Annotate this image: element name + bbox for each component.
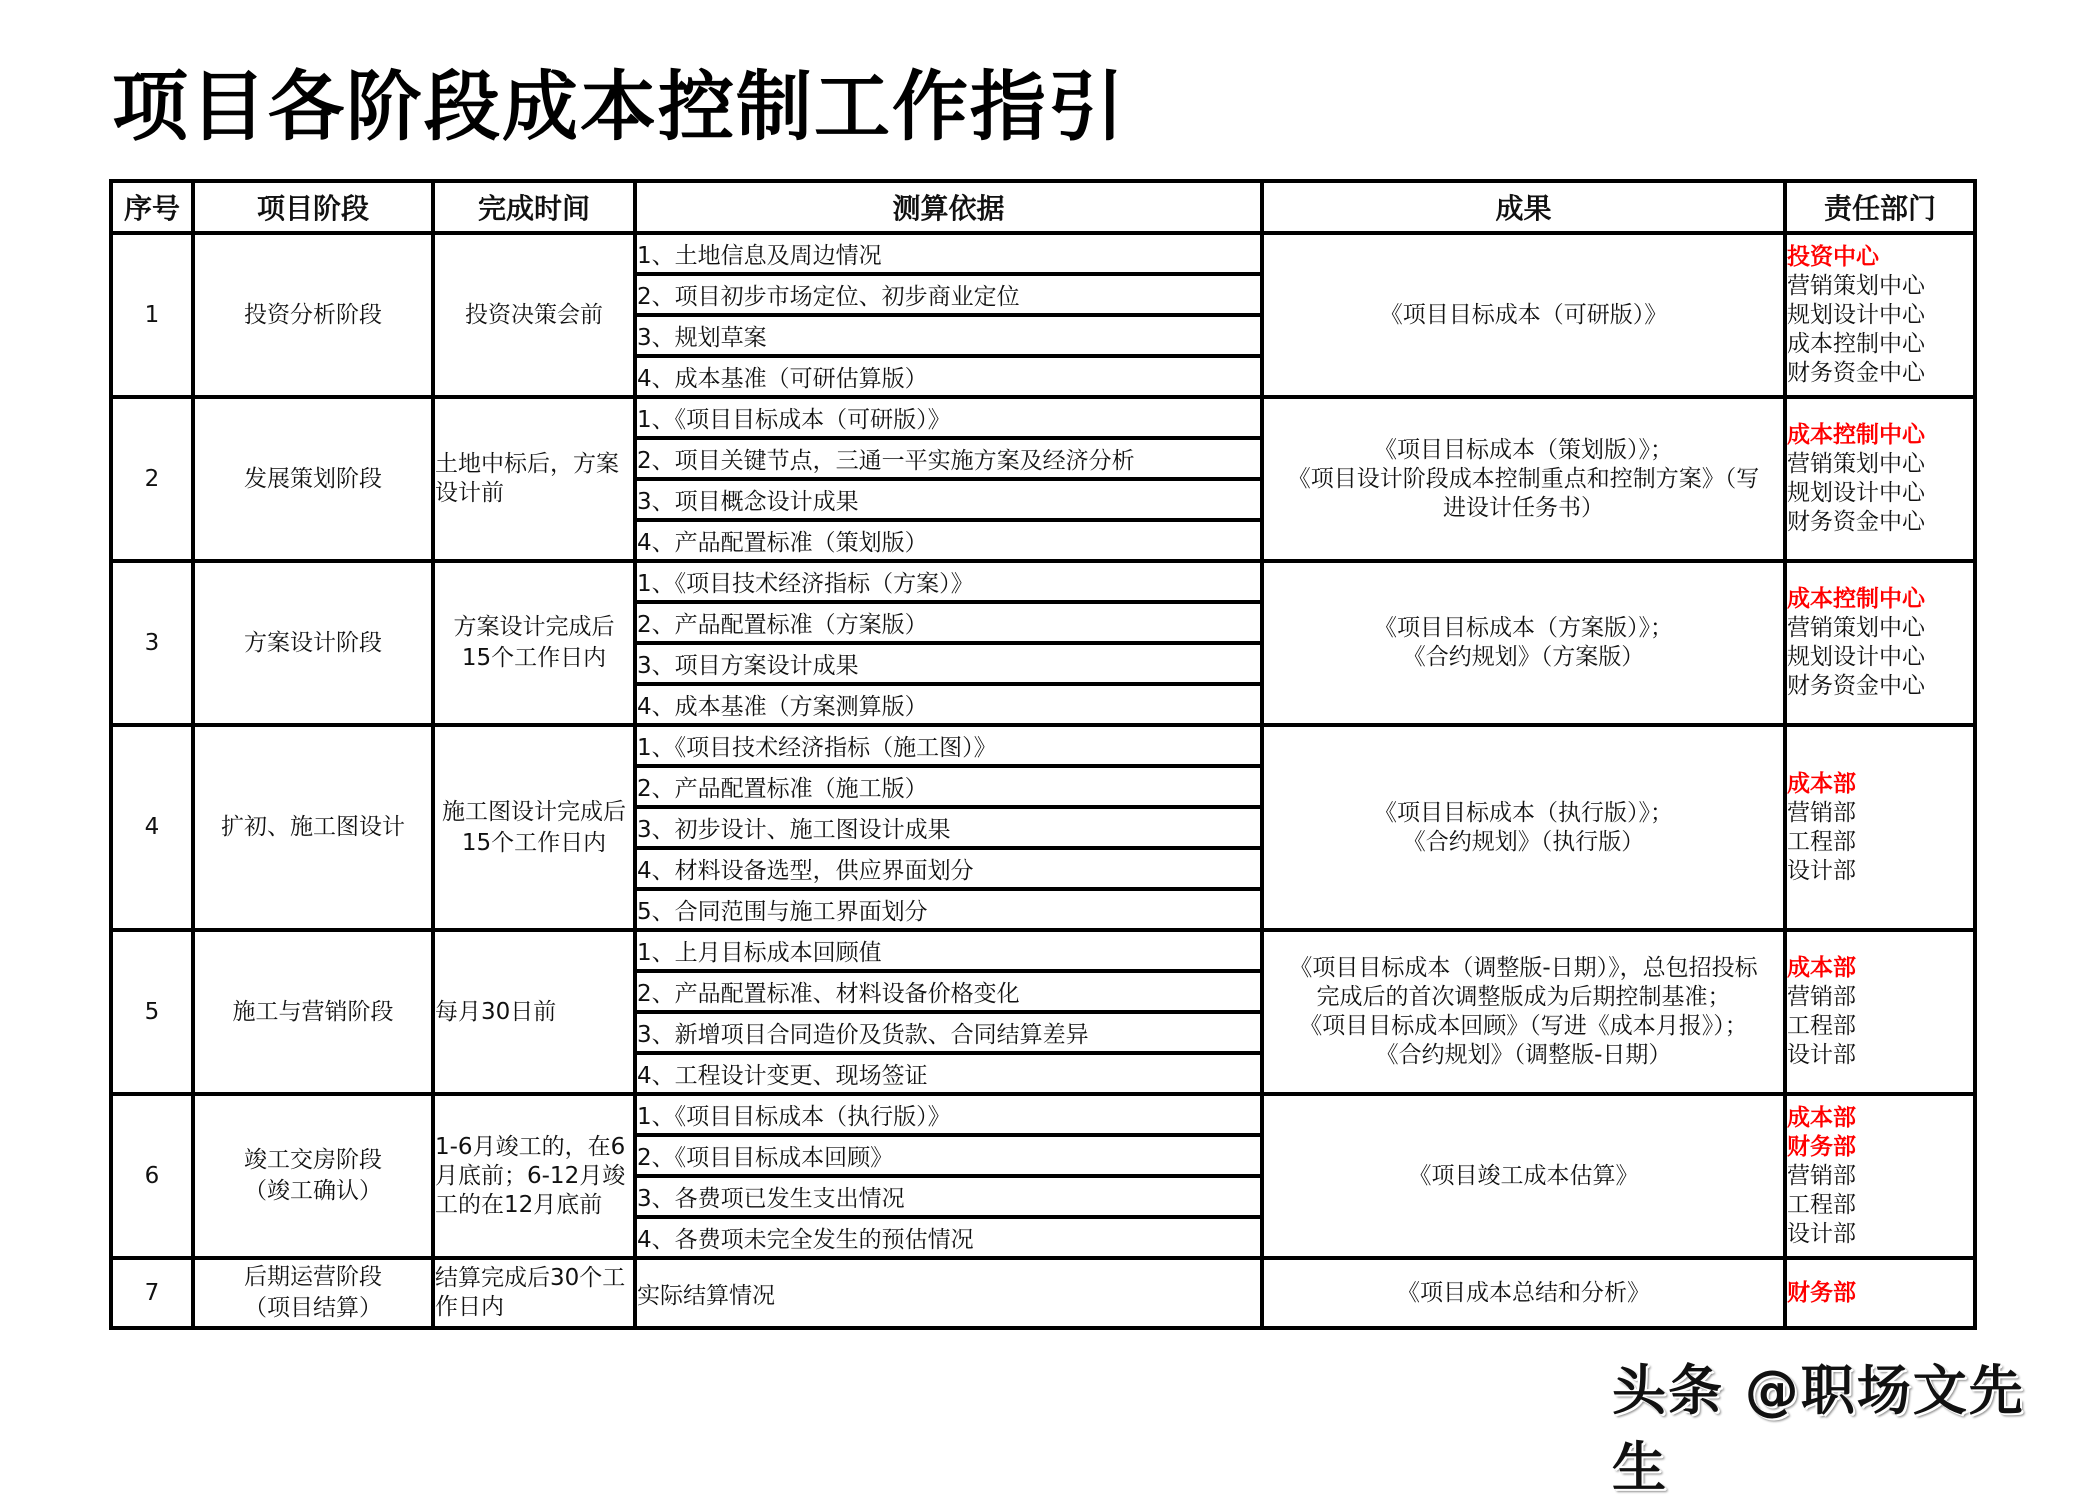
result-line: 《项目目标成本回顾》（写进《成本月报》）； bbox=[1299, 1013, 1748, 1039]
dept: 设计部 bbox=[1787, 857, 1856, 884]
cell-result bbox=[1262, 725, 1785, 930]
cell-no: 2 bbox=[111, 397, 193, 561]
header-dept: 责任部门 bbox=[1785, 181, 1975, 233]
cell-basis-item: 4、产品配置标准（策划版） bbox=[635, 520, 1262, 561]
dept: 营销策划中心 bbox=[1787, 272, 1925, 299]
lead-dept: 成本控制中心 bbox=[1787, 586, 1925, 612]
cell-basis-item: 1、《项目技术经济指标（施工图）》 bbox=[635, 725, 1262, 766]
lead-dept: 成本部 bbox=[1787, 1104, 1856, 1131]
dept: 规划设计中心 bbox=[1787, 480, 1925, 506]
dept: 成本控制中心 bbox=[1787, 330, 1925, 357]
cell-result bbox=[1262, 930, 1785, 1094]
cell-time: 投资决策会前 bbox=[433, 233, 635, 397]
lead-dept: 成本部 bbox=[1787, 770, 1856, 797]
cell-time bbox=[433, 397, 635, 561]
dept: 工程部 bbox=[1787, 1013, 1856, 1039]
cell-basis-item: 1、《项目目标成本（执行版）》 bbox=[635, 1094, 1262, 1135]
cell-basis-item: 3、新增项目合同造价及货款、合同结算差异 bbox=[635, 1012, 1262, 1053]
dept: 财务资金中心 bbox=[1787, 509, 1925, 535]
lead-dept: 成本部 bbox=[1787, 955, 1856, 981]
cell-no: 4 bbox=[111, 725, 193, 930]
dept: 营销部 bbox=[1787, 799, 1856, 826]
lead-dept: 财务部 bbox=[1787, 1133, 1856, 1160]
stage-line: （竣工确认） bbox=[244, 1178, 382, 1204]
cell-basis-item: 1、《项目技术经济指标（方案）》 bbox=[635, 561, 1262, 602]
cell-basis-item: 3、各费项已发生支出情况 bbox=[635, 1176, 1262, 1217]
cell-basis-item: 3、项目概念设计成果 bbox=[635, 479, 1262, 520]
cell-stage bbox=[193, 1094, 433, 1258]
time-line: 1-6月竣工的，在6 bbox=[435, 1133, 626, 1160]
time-line: 方案设计完成后 bbox=[453, 614, 615, 640]
cell-dept bbox=[1785, 1094, 1975, 1258]
cell-basis-item: 2、产品配置标准（施工版） bbox=[635, 766, 1262, 807]
time-line: 设计前 bbox=[435, 480, 504, 506]
cell-no: 5 bbox=[111, 930, 193, 1094]
cell-basis-item: 3、规划草案 bbox=[635, 315, 1262, 356]
table-row bbox=[111, 397, 1975, 438]
result-line: 进设计任务书） bbox=[1443, 494, 1604, 521]
time-line: 结算完成后30个工 bbox=[435, 1265, 626, 1291]
dept: 财务资金中心 bbox=[1787, 673, 1925, 699]
cell-stage: 方案设计阶段 bbox=[193, 561, 433, 725]
cell-time bbox=[433, 725, 635, 930]
table-row bbox=[111, 725, 1975, 766]
table-row bbox=[111, 561, 1975, 602]
time-line: 15个工作日内 bbox=[461, 645, 607, 671]
time-line: 15个工作日内 bbox=[461, 829, 607, 856]
result-line: 《项目目标成本（调整版-日期）》，总包招投标 bbox=[1289, 955, 1758, 981]
cell-result: 《项目竣工成本估算》 bbox=[1262, 1094, 1785, 1258]
stage-line: 竣工交房阶段 bbox=[244, 1147, 382, 1173]
cell-basis-item: 1、上月目标成本回顾值 bbox=[635, 930, 1262, 971]
header-time: 完成时间 bbox=[433, 181, 635, 233]
cell-result bbox=[1262, 561, 1785, 725]
cell-stage bbox=[193, 1258, 433, 1328]
cell-basis-item: 3、初步设计、施工图设计成果 bbox=[635, 807, 1262, 848]
cell-stage: 扩初、施工图设计 bbox=[193, 725, 433, 930]
cell-basis-item: 4、材料设备选型，供应界面划分 bbox=[635, 848, 1262, 889]
result-line: 《合约规划》（调整版-日期） bbox=[1375, 1042, 1672, 1068]
stage-line: 后期运营阶段 bbox=[244, 1264, 382, 1290]
cell-no: 1 bbox=[111, 233, 193, 397]
cell-no: 7 bbox=[111, 1258, 193, 1328]
cell-no: 3 bbox=[111, 561, 193, 725]
cell-time bbox=[433, 1258, 635, 1328]
cell-basis-item: 1、《项目目标成本（可研版）》 bbox=[635, 397, 1262, 438]
header-stage: 项目阶段 bbox=[193, 181, 433, 233]
cell-basis-item: 2、产品配置标准（方案版） bbox=[635, 602, 1262, 643]
result-line: 完成后的首次调整版成为后期控制基准； bbox=[1316, 984, 1731, 1010]
page-title: 项目各阶段成本控制工作指引 bbox=[112, 62, 1126, 151]
cell-stage: 发展策划阶段 bbox=[193, 397, 433, 561]
cell-basis-item: 3、项目方案设计成果 bbox=[635, 643, 1262, 684]
dept: 营销部 bbox=[1787, 984, 1856, 1010]
cell-basis-item: 4、工程设计变更、现场签证 bbox=[635, 1053, 1262, 1094]
cell-result: 《项目目标成本（可研版）》 bbox=[1262, 233, 1785, 397]
cell-dept bbox=[1785, 561, 1975, 725]
header-no: 序号 bbox=[111, 181, 193, 233]
cell-time: 每月30日前 bbox=[433, 930, 635, 1094]
cell-basis-item: 实际结算情况 bbox=[635, 1258, 1262, 1328]
table-header-row bbox=[111, 181, 1975, 233]
dept: 工程部 bbox=[1787, 828, 1856, 855]
time-line: 施工图设计完成后 bbox=[442, 798, 626, 825]
cell-basis-item: 2、产品配置标准、材料设备价格变化 bbox=[635, 971, 1262, 1012]
result-line: 《项目目标成本（方案版）》； bbox=[1374, 615, 1673, 641]
lead-dept: 成本控制中心 bbox=[1787, 422, 1925, 448]
header-basis: 测算依据 bbox=[635, 181, 1262, 233]
cell-basis-item: 2、项目关键节点，三通一平实施方案及经济分析 bbox=[635, 438, 1262, 479]
result-line: 《项目设计阶段成本控制重点和控制方案》（写 bbox=[1287, 465, 1760, 492]
dept: 设计部 bbox=[1787, 1220, 1856, 1247]
cell-time bbox=[433, 561, 635, 725]
dept: 财务资金中心 bbox=[1787, 359, 1925, 386]
cell-dept bbox=[1785, 233, 1975, 397]
time-line: 工的在12月底前 bbox=[435, 1191, 603, 1218]
time-line: 土地中标后，方案 bbox=[435, 451, 619, 477]
result-line: 《项目目标成本（执行版）》； bbox=[1374, 799, 1673, 826]
dept: 营销策划中心 bbox=[1787, 451, 1925, 477]
stage-line: （项目结算） bbox=[244, 1295, 382, 1321]
cell-time bbox=[433, 1094, 635, 1258]
lead-dept: 投资中心 bbox=[1787, 243, 1879, 270]
dept: 工程部 bbox=[1787, 1191, 1856, 1218]
table-row bbox=[111, 1258, 1975, 1328]
header-result: 成果 bbox=[1262, 181, 1785, 233]
cell-dept bbox=[1785, 930, 1975, 1094]
cell-no: 6 bbox=[111, 1094, 193, 1258]
dept: 设计部 bbox=[1787, 1042, 1856, 1068]
table-row bbox=[111, 233, 1975, 274]
dept: 规划设计中心 bbox=[1787, 301, 1925, 328]
cell-basis-item: 4、成本基准（可研估算版） bbox=[635, 356, 1262, 397]
cell-stage: 施工与营销阶段 bbox=[193, 930, 433, 1094]
cell-dept bbox=[1785, 397, 1975, 561]
cell-stage: 投资分析阶段 bbox=[193, 233, 433, 397]
watermark: 头条 @职场文先生 bbox=[1612, 1359, 2025, 1499]
cell-basis-item: 4、成本基准（方案测算版） bbox=[635, 684, 1262, 725]
cell-basis-item: 5、合同范围与施工界面划分 bbox=[635, 889, 1262, 930]
cell-result: 《项目成本总结和分析》 bbox=[1262, 1258, 1785, 1328]
cell-dept bbox=[1785, 1258, 1975, 1328]
result-line: 《项目目标成本（策划版）》； bbox=[1374, 436, 1673, 463]
cost-control-table bbox=[109, 179, 1977, 1330]
table-row bbox=[111, 1094, 1975, 1135]
time-line: 作日内 bbox=[435, 1294, 504, 1320]
lead-dept: 财务部 bbox=[1787, 1279, 1856, 1306]
dept: 营销策划中心 bbox=[1787, 615, 1925, 641]
cell-basis-item: 2、项目初步市场定位、初步商业定位 bbox=[635, 274, 1262, 315]
cell-dept bbox=[1785, 725, 1975, 930]
cell-result bbox=[1262, 397, 1785, 561]
table-row bbox=[111, 930, 1975, 971]
dept: 规划设计中心 bbox=[1787, 644, 1925, 670]
dept: 营销部 bbox=[1787, 1162, 1856, 1189]
time-line: 月底前；6-12月竣 bbox=[435, 1162, 626, 1189]
result-line: 《合约规划》（执行版） bbox=[1402, 828, 1645, 855]
result-line: 《合约规划》（方案版） bbox=[1402, 644, 1645, 670]
cell-basis-item: 4、各费项未完全发生的预估情况 bbox=[635, 1217, 1262, 1258]
cell-basis-item: 1、土地信息及周边情况 bbox=[635, 233, 1262, 274]
cell-basis-item: 2、《项目目标成本回顾》 bbox=[635, 1135, 1262, 1176]
